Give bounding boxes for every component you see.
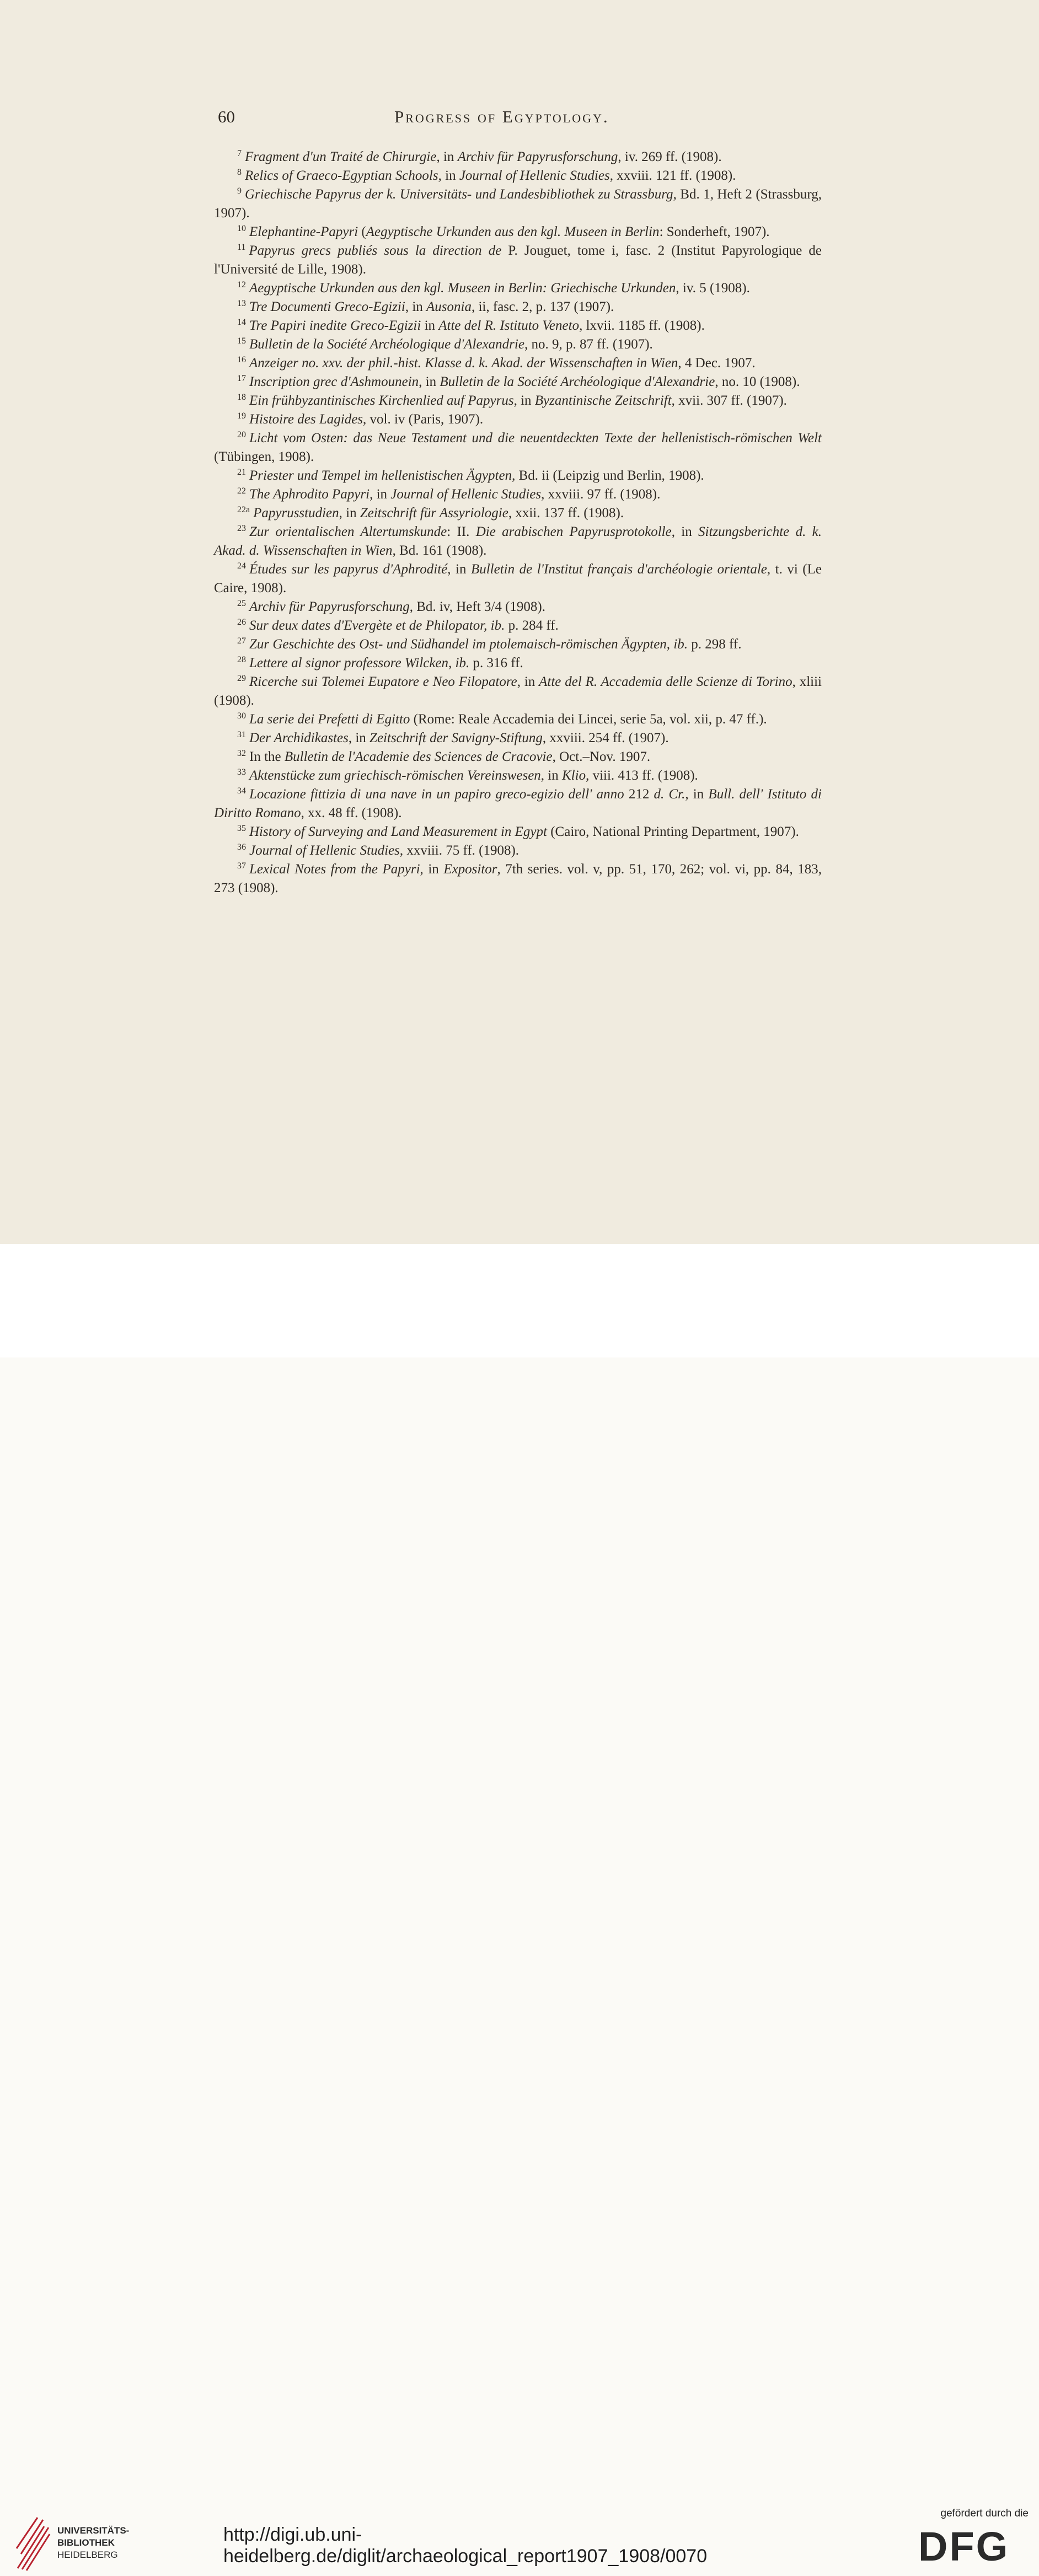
footnote xyxy=(214,598,822,616)
library-name-line-2: BIBLIOTHEK xyxy=(57,2537,115,2548)
footnote-text: , no. 9, p. 87 ff. (1907). xyxy=(524,337,653,352)
footnote-number: 29 xyxy=(237,673,246,683)
dfg-logo: DFG xyxy=(918,2524,1010,2569)
footnote-text: , in xyxy=(420,862,444,877)
footnote-text: , in xyxy=(369,487,391,502)
footnote-number: 11 xyxy=(237,242,246,252)
footnote-title: Études sur les papyrus d'Aphrodité xyxy=(249,562,448,577)
footnote-title: Licht vom Osten: das Neue Testament und die neuentdeckten Texte der hellenistisch-römischen Welt xyxy=(249,431,822,446)
footnote-title: Aegyptische Urkunden aus den kgl. Museen in Berlin: Griechische Urkunden xyxy=(249,281,676,296)
footnote-text: , 4 Dec. 1907. xyxy=(678,356,756,371)
footnote xyxy=(214,391,822,410)
footnote-text: P. Jouguet, tome i, fasc. 2 (Institut Papyrologique de l'Université de Lille, 1908). xyxy=(214,243,822,277)
footnote-text: ( xyxy=(358,224,366,239)
footnote-number: 31 xyxy=(237,729,246,739)
footnote-title: Atte del R. Accademia delle Scienze di Torino xyxy=(539,674,792,689)
footnote-number: 9 xyxy=(237,186,242,196)
footnote xyxy=(214,616,822,635)
footnote-title: Priester und Tempel im hellenistischen Ägypten xyxy=(249,468,512,483)
footnote-number: 37 xyxy=(237,861,246,871)
footnote xyxy=(214,841,822,860)
footnote-title: Lexical Notes from the Papyri xyxy=(249,862,420,877)
footnote-title: Aktenstücke zum griechisch-römischen Vereinswesen xyxy=(249,768,541,783)
footnote-number: 20 xyxy=(237,430,246,439)
footnote-text: (Tübingen, 1908). xyxy=(214,449,314,464)
footnote-title: Bulletin de l'Academie des Sciences de Cracovie xyxy=(284,749,553,764)
footnote xyxy=(214,748,822,766)
footnote-number: 27 xyxy=(237,636,246,646)
page-number: 60 xyxy=(218,107,235,126)
footnote-title: Archiv für Papyrusforschung xyxy=(249,599,410,614)
footnote xyxy=(214,860,822,898)
footnote-title: Relics of Graeco-Egyptian Schools xyxy=(245,168,438,183)
footnote-title: Bulletin de la Société Archéologique d'Alexandrie xyxy=(249,337,524,352)
page-header xyxy=(218,107,819,135)
footnote-title: Elephantine-Papyri xyxy=(249,224,358,239)
footnote-title: Journal of Hellenic Studies xyxy=(249,843,400,858)
footnote xyxy=(214,635,822,654)
footnote xyxy=(214,223,822,242)
footnote-text: , 7th series. vol. v, pp. 51, 170, 262; vol. vi, pp. 84, 183, 273 (1908). xyxy=(214,862,822,895)
footnote-title: Tre Documenti Greco-Egizii xyxy=(249,299,405,314)
footnote-number: 16 xyxy=(237,355,246,364)
footnote xyxy=(214,523,822,560)
footnote xyxy=(214,654,822,673)
footnote-title: Locazione fittizia di una nave in un papiro greco-egizio dell' anno xyxy=(249,787,624,802)
footnote-number: 10 xyxy=(237,223,246,233)
footnote-number: 33 xyxy=(237,767,246,777)
footnote-title: Anzeiger no. xxv. der phil.-hist. Klasse d. k. Akad. der Wissenschaften in Wien xyxy=(249,356,678,371)
footnote-text: , vol. iv (Paris, 1907). xyxy=(363,412,484,427)
footnote-text: , in xyxy=(540,768,562,783)
footnote-text: , Bd. iv, Heft 3/4 (1908). xyxy=(409,599,545,614)
footnote-title: Zur Geschichte des Ost- und Südhandel im ptolemaisch-römischen Ägypten, ib. xyxy=(249,637,688,652)
footnote-title: Sitzungsberichte d. k. Akad. d. Wissenschaften in Wien xyxy=(214,524,822,558)
footnote xyxy=(214,373,822,391)
footnote-text: , Bd. ii (Leipzig und Berlin, 1908). xyxy=(512,468,704,483)
footnote-text: , Bd. 1, Heft 2 (Strassburg, 1907). xyxy=(214,187,822,221)
footnote-title: Papyrusstudien xyxy=(253,506,339,520)
footnote-text: , in xyxy=(517,674,539,689)
footnote-number: 36 xyxy=(237,842,246,852)
footnote-title: Papyrus grecs publiés sous la direction de xyxy=(249,243,502,258)
footnote-title: d. Cr. xyxy=(654,787,685,802)
footnote-number: 25 xyxy=(237,598,246,608)
footnote-text: , xx. 48 ff. (1908). xyxy=(301,806,402,820)
footnote-title: Sur deux dates d'Evergète et de Philopator, ib. xyxy=(249,618,505,633)
footnote-text: p. 284 ff. xyxy=(505,618,559,633)
footnote-text: , in xyxy=(438,168,459,183)
footnote-title: Journal of Hellenic Studies xyxy=(390,487,542,502)
footnote-text: p. 316 ff. xyxy=(469,656,523,670)
library-emblem-icon xyxy=(15,2515,52,2573)
footnote-text: , xliii (1908). xyxy=(214,674,822,708)
footnote-title: Expositor xyxy=(443,862,497,877)
footnote-text: , xxviii. 254 ff. (1907). xyxy=(542,731,669,745)
footnote-title: Atte del R. Istituto Veneto xyxy=(438,318,580,333)
footnote-text: , in xyxy=(339,506,360,520)
footnote-title: Zur orientalischen Altertumskunde xyxy=(249,524,447,539)
footnote-text: , lxvii. 1185 ff. (1908). xyxy=(579,318,705,333)
footnote-title: La serie dei Prefetti di Egitto xyxy=(249,712,410,727)
footnote-text: , in xyxy=(436,149,458,164)
footnote-number: 19 xyxy=(237,411,246,421)
footnote-number: 12 xyxy=(237,280,246,289)
footnote xyxy=(214,504,822,523)
footnote-number: 18 xyxy=(237,392,246,402)
footnote-title: Zeitschrift der Savigny-Stiftung xyxy=(369,731,543,745)
footnote-title: Byzantinische Zeitschrift xyxy=(534,393,672,408)
sponsor-block xyxy=(918,2508,1029,2570)
sponsor-text: gefördert durch die xyxy=(940,2508,1029,2519)
footnote-number: 15 xyxy=(237,336,246,346)
footnote-title: Ausonia xyxy=(426,299,472,314)
footnote-text: , in xyxy=(671,524,699,539)
footnote xyxy=(214,410,822,429)
footnote xyxy=(214,148,822,167)
footnote-title: Fragment d'un Traité de Chirurgie xyxy=(245,149,437,164)
footnote-text: , iv. 5 (1908). xyxy=(676,281,750,296)
footnote-title: Journal of Hellenic Studies xyxy=(459,168,610,183)
footnote xyxy=(214,279,822,298)
footnote-title: Bull. dell' Istituto di Diritto Romano xyxy=(214,787,822,820)
footnote xyxy=(214,167,822,185)
footnote-text: , xvii. 307 ff. (1907). xyxy=(671,393,787,408)
footnote-number: 13 xyxy=(237,298,246,308)
footnote-text: In the xyxy=(249,749,285,764)
footnote xyxy=(214,560,822,598)
footnote-text: , in xyxy=(348,731,370,745)
footnote-title: Aegyptische Urkunden aus den kgl. Museen in Berlin xyxy=(366,224,660,239)
running-title: Progress of Egyptology. xyxy=(394,107,609,126)
footnote xyxy=(214,335,822,354)
footnote-text: in xyxy=(421,318,439,333)
footnote-text: (Cairo, National Printing Department, 1907). xyxy=(547,824,799,839)
footnote xyxy=(214,729,822,748)
footnote-title: Bulletin de l'Institut français d'archéologie orientale xyxy=(470,562,767,577)
footnote xyxy=(214,466,822,485)
footnote xyxy=(214,242,822,279)
footnote-text: , t. vi (Le Caire, 1908). xyxy=(214,562,822,595)
footnote-text: : Sonderheft, 1907). xyxy=(659,224,770,239)
footnotes-list xyxy=(214,148,822,898)
footnote-number: 22 xyxy=(237,486,246,496)
permalink-url[interactable]: http://digi.ub.uni-heidelberg.de/diglit/archaeological_report1907_1908/0070 xyxy=(223,2524,708,2567)
footnote-text: , in xyxy=(447,562,471,577)
footnote-text: , in xyxy=(513,393,535,408)
footnote-text: , iv. 269 ff. (1908). xyxy=(618,149,722,164)
footnote xyxy=(214,710,822,729)
footnote-text: , in xyxy=(405,299,427,314)
footnote-number: 34 xyxy=(237,786,246,796)
viewer-footer xyxy=(0,1244,1039,2569)
footnote-number: 35 xyxy=(237,823,246,833)
footnote-number: 24 xyxy=(237,561,246,571)
footnote-title: Archiv für Papyrusforschung xyxy=(457,149,618,164)
library-name-line-3: HEIDELBERG xyxy=(57,2550,118,2560)
footnote-text: , viii. 413 ff. (1908). xyxy=(586,768,698,783)
footnote-title: History of Surveying and Land Measurement in Egypt xyxy=(249,824,547,839)
footnote-title: The Aphrodito Papyri xyxy=(249,487,370,502)
footnote-title: Tre Papiri inedite Greco-Egizii xyxy=(249,318,421,333)
footnote-number: 23 xyxy=(237,523,246,533)
footnote-text: , Oct.–Nov. 1907. xyxy=(552,749,651,764)
footnote-title: Lettere al signor professore Wilcken, ib. xyxy=(249,656,470,670)
footnote xyxy=(214,354,822,373)
footnote-number: 21 xyxy=(237,467,246,477)
scanned-page xyxy=(0,0,1039,1244)
footnote-number: 26 xyxy=(237,617,246,627)
footnote xyxy=(214,673,822,710)
library-logo[interactable] xyxy=(15,2515,153,2576)
footnote-title: Bulletin de la Société Archéologique d'Alexandrie xyxy=(440,374,715,389)
footnote-text: , no. 10 (1908). xyxy=(715,374,800,389)
footnote-number: 8 xyxy=(237,167,242,177)
footnote-title: Inscription grec d'Ashmounein xyxy=(249,374,419,389)
library-name-line-1: UNIVERSITÄTS- xyxy=(57,2525,130,2536)
footnote-text: , xxviii. 121 ff. (1908). xyxy=(609,168,736,183)
footnote xyxy=(214,823,822,841)
footnote-text: (Rome: Reale Accademia dei Lincei, serie 5a, vol. xii, p. 47 ff.). xyxy=(410,712,767,727)
footnote-text: , in xyxy=(419,374,440,389)
footnote xyxy=(214,766,822,785)
footnote-text: : II. xyxy=(447,524,476,539)
footnote-number: 14 xyxy=(237,317,246,327)
footnote-text: , Bd. 161 (1908). xyxy=(392,543,487,558)
footnote-text: , in xyxy=(685,787,709,802)
footnote xyxy=(214,298,822,316)
footnote xyxy=(214,429,822,466)
footnote-title: Griechische Papyrus der k. Universitäts- und Landesbibliothek zu Strassburg xyxy=(245,187,673,202)
footnote xyxy=(214,485,822,504)
footnote xyxy=(214,785,822,823)
footnote-text: , xxviii. 97 ff. (1908). xyxy=(541,487,661,502)
footnote-title: Histoire des Lagides xyxy=(249,412,363,427)
footnote-title: Klio xyxy=(562,768,586,783)
footnote xyxy=(214,316,822,335)
footnote-text: 212 xyxy=(624,787,654,802)
footnote xyxy=(214,185,822,223)
footnote-title: Die arabischen Papyrusprotokolle xyxy=(475,524,672,539)
footnote-number: 7 xyxy=(237,148,242,158)
footnote-number: 32 xyxy=(237,748,246,758)
footnote-number: 22a xyxy=(237,505,250,514)
footnote-number: 30 xyxy=(237,711,246,721)
footnote-text: , xxii. 137 ff. (1908). xyxy=(508,506,624,520)
footnote-text: , ii, fasc. 2, p. 137 (1907). xyxy=(471,299,614,314)
footnote-number: 17 xyxy=(237,373,246,383)
footnote-title: Zeitschrift für Assyriologie xyxy=(360,506,508,520)
footnote-number: 28 xyxy=(237,654,246,664)
footnote-text: , xxviii. 75 ff. (1908). xyxy=(399,843,520,858)
footnote-title: Ricerche sui Tolemei Eupatore e Neo Filopatore xyxy=(249,674,517,689)
footnote-title: Der Archidikastes xyxy=(249,731,349,745)
footnote-title: Ein frühbyzantinisches Kirchenlied auf Papyrus xyxy=(249,393,514,408)
footnote-text: p. 298 ff. xyxy=(688,637,742,652)
